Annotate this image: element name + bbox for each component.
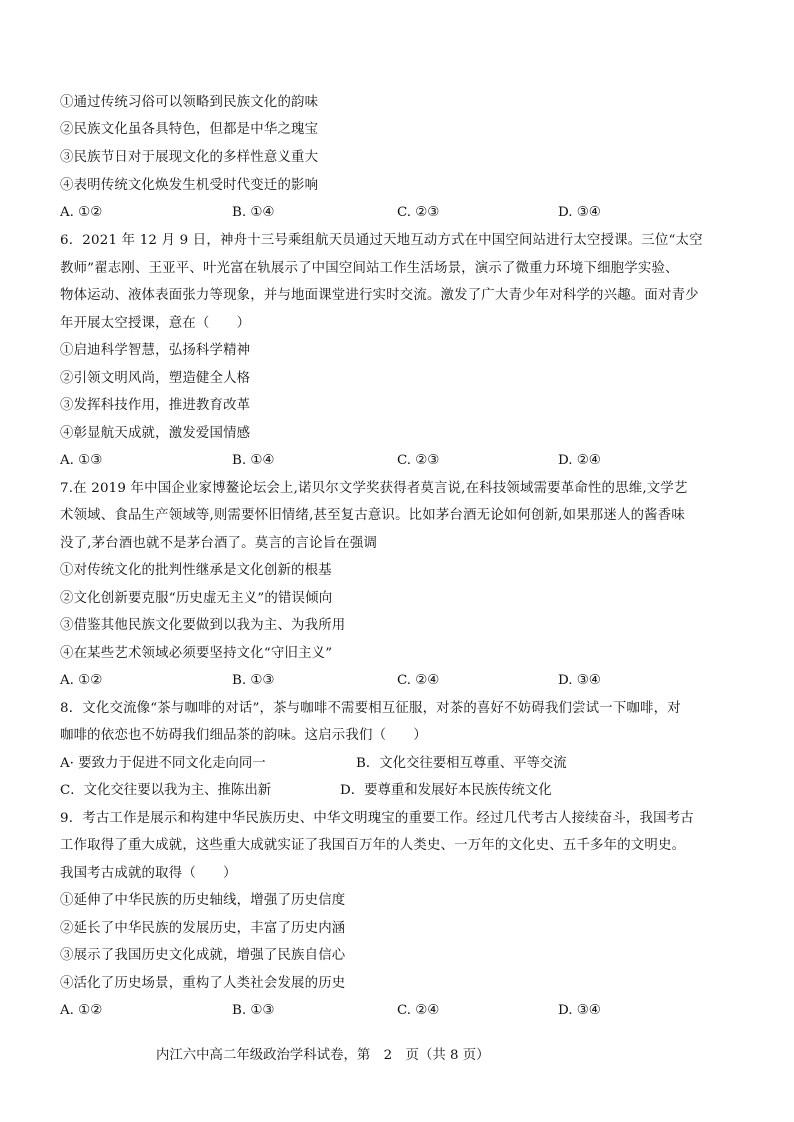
q7-item-1: ①对传统文化的批判性继承是文化创新的根基 — [60, 563, 332, 578]
q8-option-b: B．文化交往要相互尊重、平等交流 — [356, 756, 567, 771]
q9-stem-line-2: 工作取得了重大成就，这些重大成就实证了我国百万年的人类史、一万年的文化史、五千多年的文明史。 — [60, 838, 686, 853]
q9-option-a: A. ①② — [60, 1003, 103, 1018]
q7-options — [60, 671, 750, 691]
q6-item-3: ③发挥科技作用，推进教育改革 — [60, 398, 251, 413]
q7-stem-line-3: 没了,茅台酒也就不是茅台酒了。莫言的言论旨在强调 — [60, 536, 378, 551]
q8-stem-line-1: 8．文化交流像“茶与咖啡的对话”，茶与咖啡不需要相互征服，对茶的喜好不妨碍我们尝试一下咖啡，对 — [60, 701, 681, 716]
q6-stem-line-4: 年开展太空授课，意在（ ） — [60, 316, 251, 331]
q9-option-b: B. ①③ — [232, 1003, 275, 1018]
q6-item-4: ④彰显航天成就，激发爱国情感 — [60, 426, 251, 441]
q9-item-3: ③展示了我国历史文化成就，增强了民族自信心 — [60, 948, 346, 963]
q8-options-row-1 — [60, 754, 750, 774]
q5-option-d: D. ③④ — [558, 205, 601, 220]
q6-option-c: C. ②③ — [397, 453, 440, 468]
q5-item-3: ③民族节日对于展现文化的多样性意义重大 — [60, 150, 319, 165]
q6-item-1: ①启迪科学智慧，弘扬科学精神 — [60, 343, 251, 358]
q6-stem-line-1: 6．2021 年 12 月 9 日，神舟十三号乘组航天员通过天地互动方式在中国空间站进行太空授课。三位“太空 — [60, 233, 703, 248]
q5-options — [60, 203, 750, 223]
q7-stem-line-1: 7.在 2019 年中国企业家博鳌论坛会上,诺贝尔文学奖获得者莫言说,在科技领域需要革命性的思维,文学艺 — [60, 481, 688, 496]
page-footer: 内江六中高二年级政治学科试卷，第 2 页（共 8 页） — [156, 1048, 490, 1063]
q9-stem-line-3: 我国考古成就的取得（ ） — [60, 866, 237, 881]
q6-stem-line-2: 教师”翟志刚、王亚平、叶光富在轨展示了中国空间站工作生活场景，演示了微重力环境下细胞学实验、 — [60, 261, 679, 276]
q7-item-4: ④在某些艺术领域必须要坚持文化“守旧主义” — [60, 646, 333, 661]
q8-option-c: C．文化交往要以我为主、推陈出新 — [60, 783, 272, 798]
q6-option-b: B. ①④ — [232, 453, 275, 468]
q9-option-c: C. ②④ — [397, 1003, 440, 1018]
q6-stem-line-3: 物体运动、液体表面张力等现象，并与地面课堂进行实时交流。激发了广大青少年对科学的兴趣。面对青少 — [60, 288, 699, 303]
q8-option-d: D．要尊重和发展好本民族传统文化 — [340, 783, 552, 798]
q9-item-2: ②延长了中华民族的发展历史，丰富了历史内涵 — [60, 921, 346, 936]
q8-stem-line-2: 咖啡的依恋也不妨碍我们细品茶的韵味。这启示我们（ ） — [60, 728, 427, 743]
q5-option-c: C. ②③ — [397, 205, 440, 220]
q7-option-d: D. ③④ — [558, 673, 601, 688]
q5-item-1: ①通过传统习俗可以领略到民族文化的韵味 — [60, 95, 319, 110]
q5-option-b: B. ①④ — [232, 205, 275, 220]
q7-stem-line-2: 术领域、食品生产领域等,则需要怀旧情绪,甚至复古意识。比如茅台酒无论如何创新,如果那迷人的酱香味 — [60, 508, 685, 523]
q6-options — [60, 451, 750, 471]
q9-options — [60, 1001, 750, 1021]
q7-option-a: A. ①② — [60, 673, 103, 688]
q9-option-d: D. ③④ — [558, 1003, 601, 1018]
q6-item-2: ②引领文明风尚，塑造健全人格 — [60, 371, 251, 386]
q9-item-1: ①延伸了中华民族的历史轴线，增强了历史信度 — [60, 893, 346, 908]
q9-item-4: ④活化了历史场景，重构了人类社会发展的历史 — [60, 976, 346, 991]
q5-item-4: ④表明传统文化焕发生机受时代变迁的影响 — [60, 178, 319, 193]
q8-options-row-2 — [60, 781, 750, 801]
q5-option-a: A. ①② — [60, 205, 103, 220]
q7-item-3: ③借鉴其他民族文化要做到以我为主、为我所用 — [60, 618, 346, 633]
q5-item-2: ②民族文化虽各具特色，但都是中华之瑰宝 — [60, 122, 319, 137]
q6-option-d: D. ②④ — [558, 453, 601, 468]
q9-stem-line-1: 9．考古工作是展示和构建中华民族历史、中华文明瑰宝的重要工作。经过几代考古人接续奋斗，我国考古 — [60, 811, 694, 826]
q7-option-c: C. ②④ — [397, 673, 440, 688]
q6-option-a: A. ①③ — [60, 453, 103, 468]
q7-item-2: ②文化创新要克服“历史虚无主义”的错误倾向 — [60, 591, 333, 606]
q8-option-a: A· 要致力于促进不同文化走向同一 — [60, 756, 266, 771]
q7-option-b: B. ①③ — [232, 673, 275, 688]
